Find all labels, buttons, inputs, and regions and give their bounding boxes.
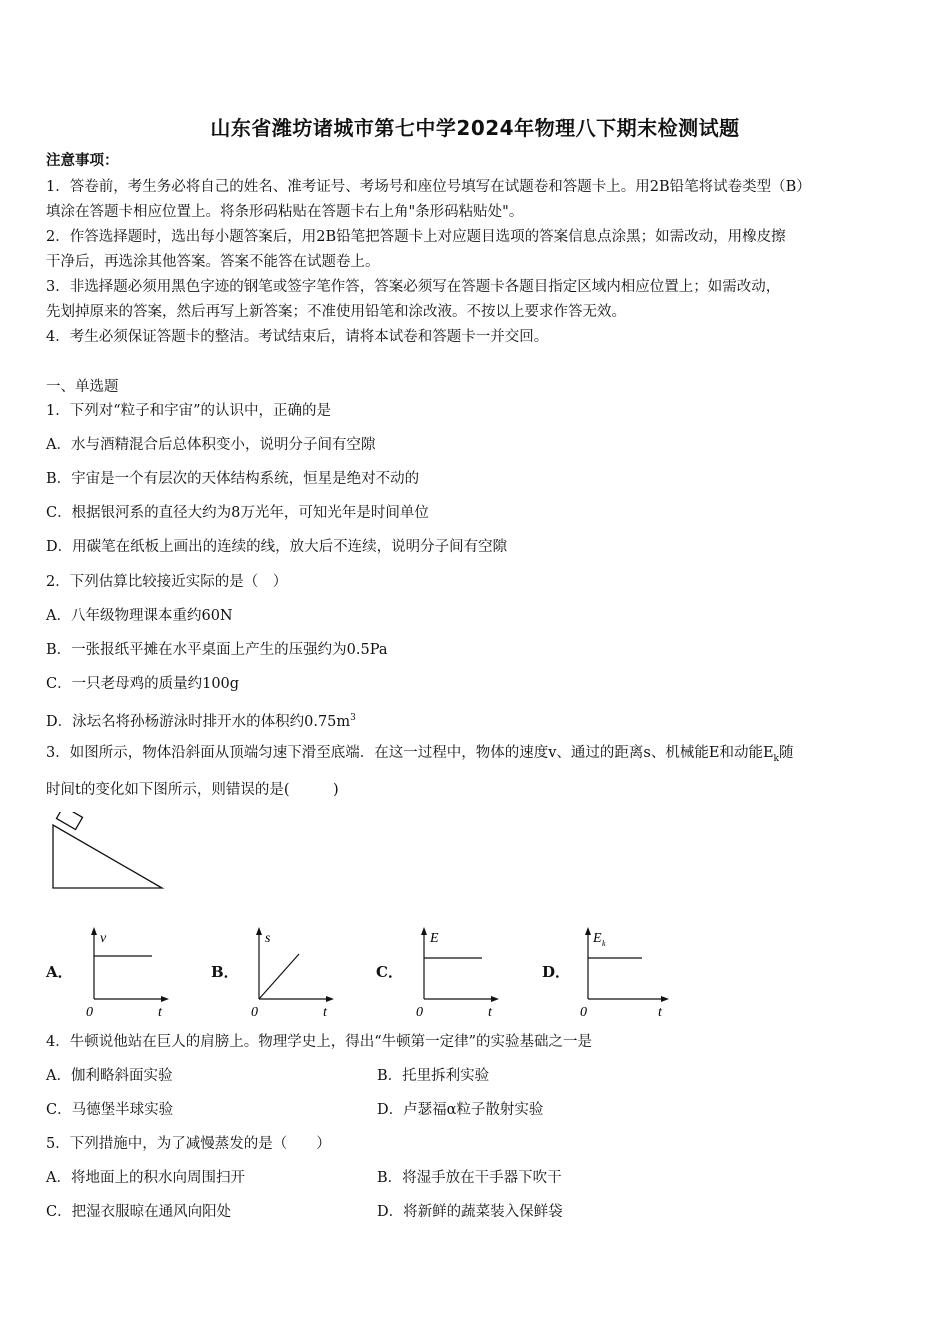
incline-triangle <box>53 825 162 888</box>
q3-stem-line1 <box>46 743 794 769</box>
graph-d-ylabel-sub: k <box>602 939 606 948</box>
incline-figure <box>48 812 168 894</box>
q3-stem-line2: 时间t的变化如下图所示，则错误的是( ) <box>46 782 339 798</box>
graph-b-ylabel: s <box>265 931 271 946</box>
q4-option-b: B．托里拆利实验 <box>377 1068 490 1084</box>
graph-b-xlabel: t <box>323 1005 327 1019</box>
sliding-block <box>56 812 82 830</box>
graph-a-ylabel: v <box>100 931 107 946</box>
graph-a-xlabel: t <box>158 1005 162 1019</box>
q2-option-d-text: D．泳坛名将孙杨游泳时排开水的体积约0.75m <box>46 713 351 730</box>
y-axis-arrow <box>421 927 427 935</box>
x-axis-arrow <box>661 996 669 1002</box>
q5-option-d: D．将新鲜的蔬菜装入保鲜袋 <box>377 1204 563 1220</box>
q1-option-a: A．水与酒精混合后总体积变小，说明分子间有空隙 <box>46 437 376 453</box>
y-axis-arrow <box>256 927 262 935</box>
q5-option-b: B．将湿手放在干手器下吹干 <box>377 1170 562 1186</box>
graph-b-line <box>259 954 299 999</box>
q1-option-c: C．根据银河系的直径大约为8万光年，可知光年是时间单位 <box>46 505 429 521</box>
graph-a-origin: 0 <box>86 1005 93 1019</box>
graph-b-label: B． <box>211 963 239 981</box>
y-axis-arrow <box>585 927 591 935</box>
graph-d <box>576 924 676 1019</box>
q3-stem-end: 随 <box>779 745 794 761</box>
x-axis-arrow <box>491 996 499 1002</box>
q1-option-b: B．宇宙是一个有层次的天体结构系统，恒星是绝对不动的 <box>46 471 420 487</box>
graph-d-ylabel: E <box>593 931 602 946</box>
q1-option-d: D．用碳笔在纸板上画出的连续的线，放大后不连续，说明分子间有空隙 <box>46 539 508 555</box>
graph-a-label: A． <box>46 963 73 981</box>
q4-option-d: D．卢瑟福α粒子散射实验 <box>377 1102 544 1118</box>
q2-option-b: B．一张报纸平摊在水平桌面上产生的压强约为0.5Pa <box>46 642 388 658</box>
graph-c-xlabel: t <box>488 1005 492 1019</box>
graph-c-ylabel: E <box>430 931 439 946</box>
graph-b <box>247 924 337 1019</box>
q5-option-c: C．把湿衣服晾在通风向阳处 <box>46 1204 232 1220</box>
q2-option-d-sup: 3 <box>350 713 356 723</box>
graph-d-xlabel: t <box>658 1005 662 1019</box>
graph-c-label: C． <box>376 963 403 981</box>
graph-d-origin: 0 <box>580 1005 587 1019</box>
notice-line: 填涂在答题卡相应位置上。将条形码粘贴在答题卡右上角"条形码粘贴处"。 <box>46 204 524 220</box>
q2-option-a: A．八年级物理课本重约60N <box>46 608 233 624</box>
exam-title: 山东省潍坊诸城市第七中学2024年物理八下期末检测试题 <box>210 116 740 140</box>
notice-heading: 注意事项： <box>46 152 119 169</box>
q1-stem: 1．下列对“粒子和宇宙”的认识中，正确的是 <box>46 403 332 419</box>
q5-option-a: A．将地面上的积水向周围扫开 <box>46 1170 245 1186</box>
graph-c <box>412 924 502 1019</box>
q4-option-a: A．伽利略斜面实验 <box>46 1068 173 1084</box>
q3-stem-sub: k <box>773 753 779 764</box>
notice-line: 4．考生必须保证答题卡的整洁。考试结束后，请将本试卷和答题卡一并交回。 <box>46 329 549 345</box>
notice-line: 先划掉原来的答案，然后再写上新答案；不准使用铅笔和涂改液。不按以上要求作答无效。 <box>46 304 626 320</box>
section-heading: 一、单选题 <box>46 379 119 395</box>
notice-line: 3．非选择题必须用黑色字迹的钢笔或签字笔作答，答案必须写在答题卡各题目指定区域内相应位置上；如需改动， <box>46 279 781 295</box>
graph-c-origin: 0 <box>416 1005 423 1019</box>
q5-stem: 5．下列措施中，为了减慢蒸发的是（ ） <box>46 1136 331 1152</box>
q2-option-d <box>46 708 356 732</box>
notice-line: 2．作答选择题时，选出每小题答案后，用2B铅笔把答题卡上对应题目选项的答案信息点涂黑；如需改动，用橡皮擦 <box>46 229 786 245</box>
q4-stem: 4．牛顿说他站在巨人的肩膀上。物理学史上，得出“牛顿第一定律”的实验基础之一是 <box>46 1034 593 1050</box>
graph-b-origin: 0 <box>251 1005 258 1019</box>
q2-option-c: C．一只老母鸡的质量约100g <box>46 676 240 692</box>
x-axis-arrow <box>161 996 169 1002</box>
y-axis-arrow <box>91 927 97 935</box>
notice-line: 1．答卷前，考生务必将自己的姓名、准考证号、考场号和座位号填写在试题卷和答题卡上。用2B铅笔将试卷类型（B） <box>46 179 811 195</box>
graph-a <box>82 924 172 1019</box>
q2-stem: 2．下列估算比较接近实际的是（ ） <box>46 574 288 590</box>
q3-stem-text: 3．如图所示，物体沿斜面从顶端匀速下滑至底端．在这一过程中，物体的速度v、通过的距离s、机械能E和动能E <box>46 745 774 761</box>
graph-d-label: D． <box>542 963 571 981</box>
x-axis-arrow <box>326 996 334 1002</box>
notice-line: 干净后，再选涂其他答案。答案不能答在试题卷上。 <box>46 254 380 270</box>
q4-option-c: C．马德堡半球实验 <box>46 1102 174 1118</box>
